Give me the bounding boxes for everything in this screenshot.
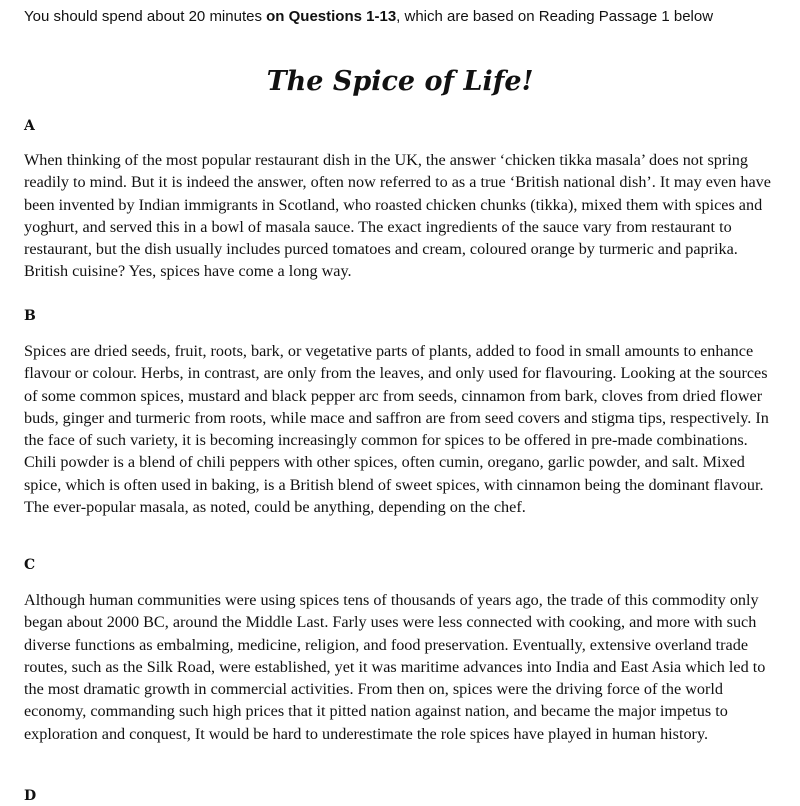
instructions-bold: on Questions 1-13 [266,8,397,25]
section-letter-d: D [24,788,37,804]
section-paragraph-b: Spices are dried seeds, fruit, roots, bark, or vegetative parts of plants, added to food in small amounts to enhance flavour or colour. Herbs, in contrast, are only from the leaves, and only used for flavouring. Looking at the sources of some common spices, mustard and black pepper arc from seeds, cinnamon from bark, cloves from dried flower buds, ginger and turmeric from roots, while mace and saffron are from seed covers and stigma tips, respectively. In the face of such variety, it is becoming increasingly common for spices to be offered in pre-made combinations. Chili powder is a blend of chili peppers with other spices, often cumin, oregano, garlic powder, and salt. Mixed spice, which is often used in baking, is a British blend of sweet spices, with cinnamon being the dominant flavour. The ever-popular masala, as noted, could be anything, depending on the chef. [24,342,769,517]
instructions-prefix: You should spend about 20 minutes [24,8,267,25]
passage-title: The Spice of Life! [266,66,534,97]
section-letter-c: C [24,557,36,573]
section-paragraph-a: When thinking of the most popular restaurant dish in the UK, the answer ‘chicken tikka masala’ does not spring readily to mind. But it is indeed the answer, often now referred to as a true ‘British national dish’. It may even have been invented by Indian immigrants in Scotland, who roasted chicken chunks (tikka), mixed them with spices and yoghurt, and served this in a bowl of masala sauce. The exact ingredients of the sauce vary from restaurant to restaurant, but the dish usually includes purced tomatoes and cream, coloured orange by turmeric and paprika. British cuisine? Yes, spices have come a long way. [24,151,771,281]
section-paragraph-c: Although human communities were using spices tens of thousands of years ago, the trade of this commodity only began about 2000 BC, around the Middle Last. Farly uses were less connected with cooking, and more with such diverse functions as embalming, medicine, religion, and food preservation. Eventually, extensive overland trade routes, such as the Silk Road, were established, yet it was maritime advances into India and East Asia which led to the most dramatic growth in commercial activities. From then on, spices were the driving force of the world economy, commanding such high prices that it pitted nation against nation, and became the major impetus to exploration and conquest, It would be hard to underestimate the role spices have played in human history. [24,591,766,743]
instructions-suffix: , which are based on Reading Passage 1 below [396,8,714,25]
instructions [24,6,784,27]
section-letter-b: B [24,308,36,324]
section-letter-a: A [24,118,35,134]
